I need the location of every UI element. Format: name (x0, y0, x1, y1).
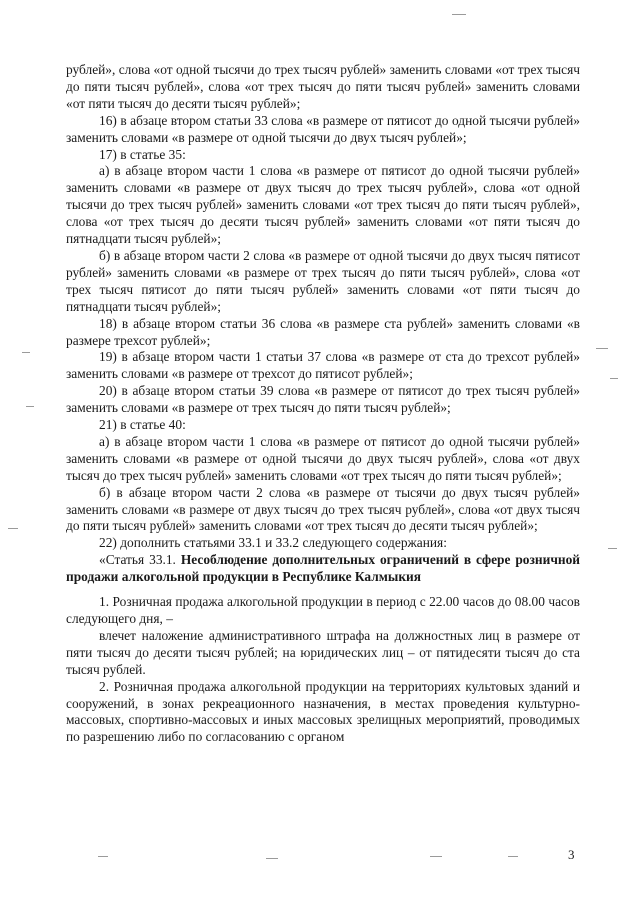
paragraph-item-19: 19) в абзаце втором части 1 статьи 37 слова «в размере от ста до трехсот рублей» заменить словами «в размере от трехсот до пятисот рублей»; (66, 349, 580, 382)
scan-speck (266, 858, 278, 859)
paragraph-item-20: 20) в абзаце втором статьи 39 слова «в размере от пятисот до трех тысяч рублей» заменить словами «в размере от трех тысяч до пяти тысяч рублей»; (66, 383, 580, 416)
article-paragraph-1: 1. Розничная продажа алкогольной продукции в период с 22.00 часов до 08.00 часов следующего дня, – (66, 594, 580, 626)
article-paragraph-2: 2. Розничная продажа алкогольной продукции на территориях культовых зданий и сооружений, в зонах рекреационного назначения, в местах проведения культурно-массовых, спортивно-массовых и иных массовых зрелищных мероприятий, проводимых по разрешению либо по согласованию с органом (66, 678, 580, 745)
scan-speck (8, 528, 18, 529)
scan-speck (610, 378, 618, 379)
paragraph-item-21: 21) в статье 40: (99, 417, 186, 433)
paragraph-item-17a: а) в абзаце втором части 1 слова «в размере от пятисот до одной тысячи рублей» заменить словами «в размере от двух тысяч до трех тысяч рублей», слова «от одной тысячи до трех тысяч рублей» заменить словами «от трех тысяч до пяти тысяч рублей», слова «от трех тысяч до десяти тысяч рублей» заменить словами «от пяти тысяч до пятнадцати тысяч рублей»; (66, 163, 580, 247)
scan-speck (608, 548, 617, 549)
paragraph-item-16: 16) в абзаце втором статьи 33 слова «в размере от пятисот до одной тысячи рублей» заменить словами «в размере от одной тысячи до двух тысяч рублей»; (66, 112, 580, 145)
article-title: Несоблюдение дополнительных ограничений в сфере розничной продажи алкогольной продукции в Республике Калмыкия (66, 552, 580, 585)
scan-speck (452, 14, 466, 15)
paragraph-item-18: 18) в абзаце втором статьи 36 слова «в размере ста рублей» заменить словами «в размере трехсот рублей»; (66, 315, 580, 348)
paragraph-item-22: 22) дополнить статьями 33.1 и 33.2 следующего содержания: (99, 535, 447, 551)
paragraph-item-17b: б) в абзаце втором части 2 слова «в размере от одной тысячи до двух тысяч пятисот рублей» заменить словами «в размере от трех тысяч до пяти тысяч рублей», слова «от трех тысяч пятисот до пяти тысяч рублей» заменить словами «от пяти тысяч до пятнадцати тысяч рублей»; (66, 247, 580, 314)
page-number: 3 (568, 847, 575, 862)
paragraph-item-21a: а) в абзаце втором части 1 слова «в размере от пятисот до одной тысячи рублей» заменить словами «в размере от одной тысячи до двух тысяч рублей», слова «от двух тысяч до трех тысяч рублей» заменить словами «от трех тысяч до пяти тысяч рублей»; (66, 433, 580, 483)
article-paragraph-penalty: влечет наложение административного штрафа на должностных лиц в размере от пяти тысяч до десяти тысяч рублей; на юридических лиц – от пятидесяти тысяч до ста тысяч рублей. (66, 627, 580, 677)
scan-speck (26, 406, 34, 407)
scan-speck (22, 352, 30, 353)
paragraph-item-17: 17) в статье 35: (99, 146, 186, 162)
paragraph-item-21b: б) в абзаце втором части 2 слова «в размере от тысячи до двух тысяч рублей» заменить словами «в размере от двух тысяч до трех тысяч рублей», слова «от двух тысяч до пяти тысяч рублей» заменить словами «от трех тысяч до десяти тысяч рублей»; (66, 484, 580, 534)
scan-speck (508, 856, 518, 857)
article-heading (66, 552, 580, 586)
scan-speck (596, 348, 608, 349)
scan-speck (430, 856, 442, 857)
scan-speck (98, 856, 108, 857)
article-prefix: «Статья 33.1. (99, 552, 176, 568)
paragraph-continuation: рублей», слова «от одной тысячи до трех тысяч рублей» заменить словами «от трех тысяч до пяти тысяч рублей», слова «от трех тысяч до пяти тысяч рублей» заменить словами «от пяти тысяч до десяти тысяч рублей»; (66, 62, 580, 111)
document-page (66, 62, 580, 746)
